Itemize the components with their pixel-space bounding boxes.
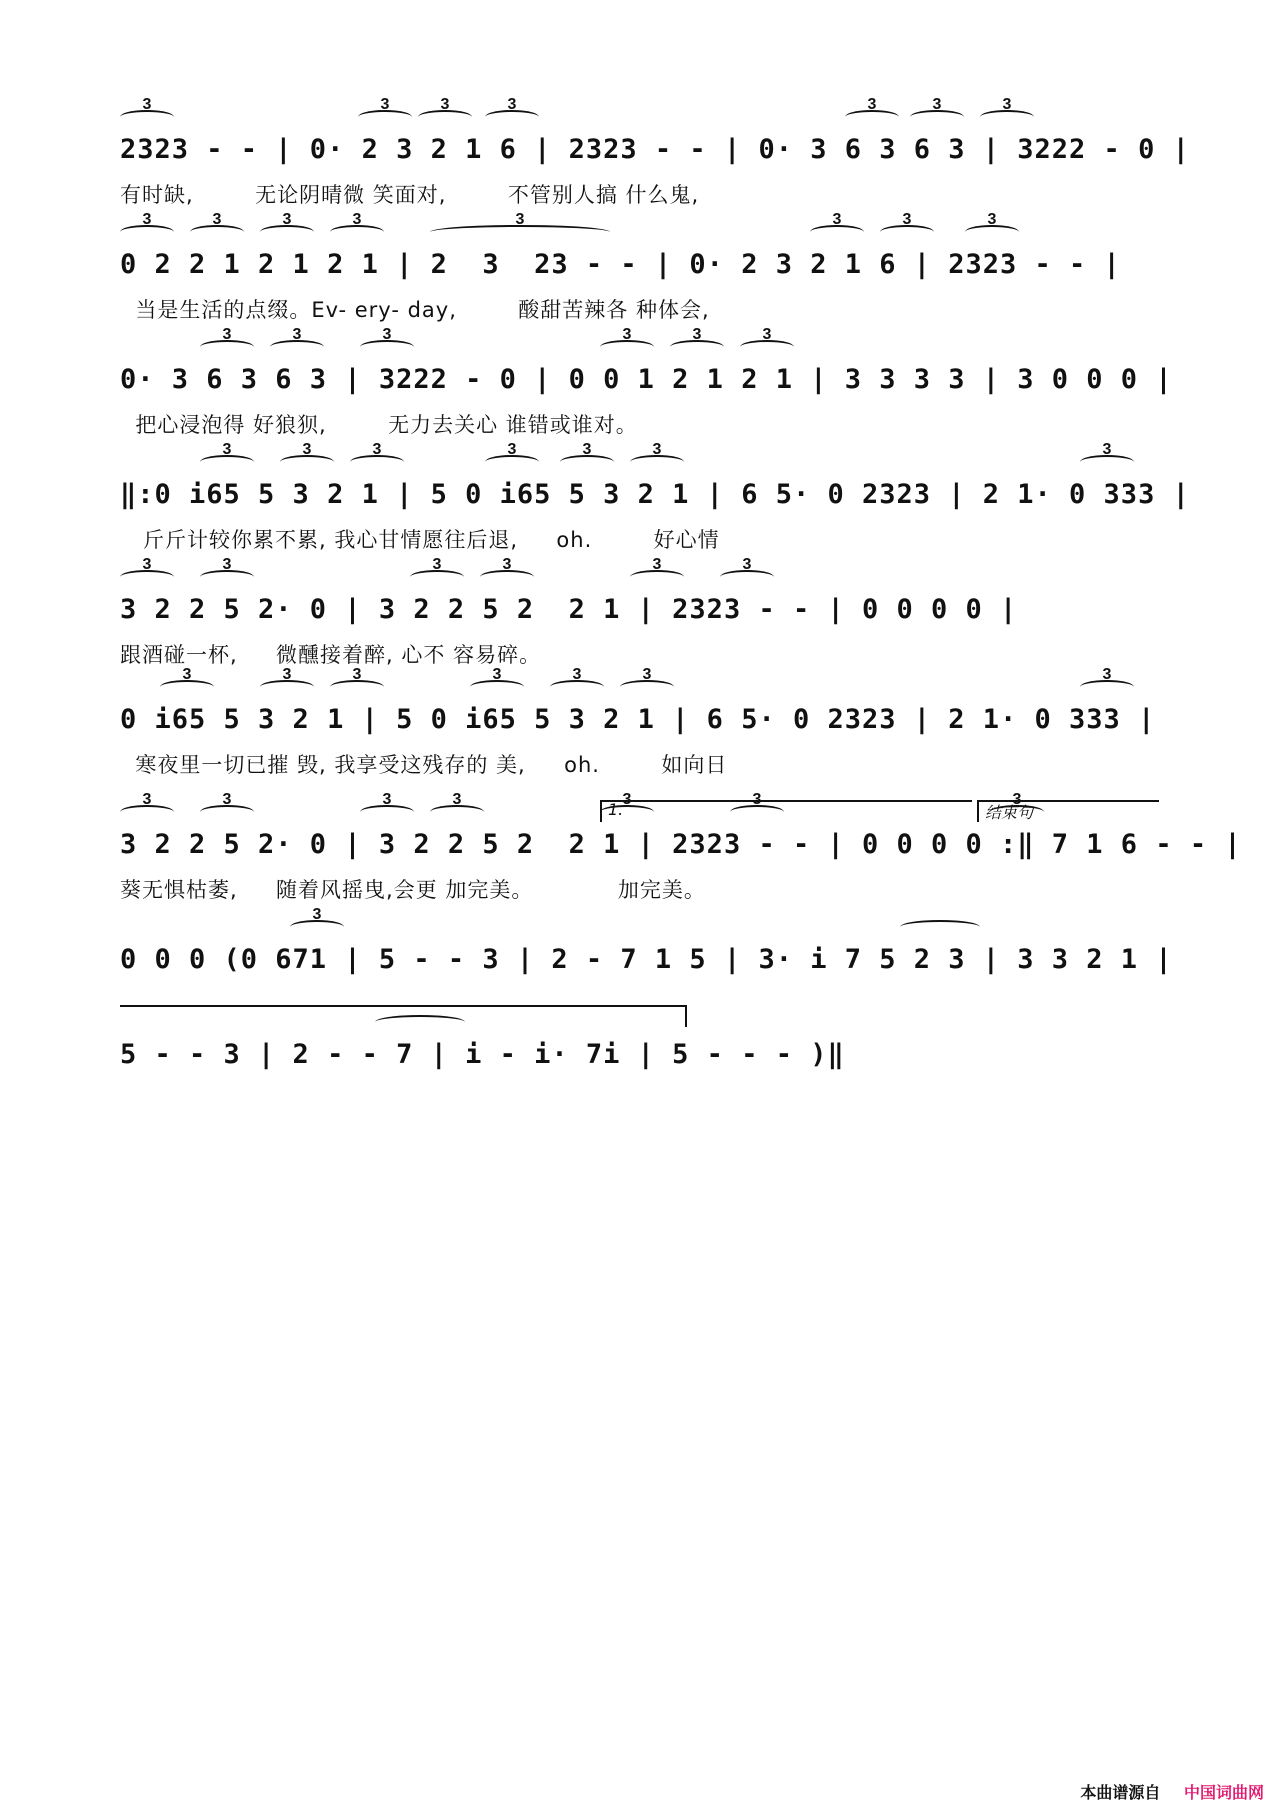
notation: 3 2 2 5 2· 0 | 3 2 2 5 2 2 1 | 2323 - - | 0 0 0 0 :‖ 7 1 6 - - | xyxy=(120,829,1242,860)
triplet-marks: 3 3 3 3 3 3 xyxy=(120,330,1160,360)
notation: 0 0 0 (0 671 | 5 - - 3 | 2 - 7 1 5 | 3· i 7 5 2 3 | 3 3 2 1 | xyxy=(120,944,1173,975)
notation: 0 i65 5 3 2 1 | 5 0 i65 5 3 2 1 | 6 5· 0 2323 | 2 1· 0 333 | xyxy=(120,704,1156,735)
triplet-marks: 3 xyxy=(120,910,1160,940)
notation: 3 2 2 5 2· 0 | 3 2 2 5 2 2 1 | 2323 - - | 0 0 0 0 | xyxy=(120,594,1018,625)
volta-label: 1. xyxy=(608,800,624,819)
notation: ‖:0 i65 5 3 2 1 | 5 0 i65 5 3 2 1 | 6 5· 0 2323 | 2 1· 0 333 | xyxy=(120,479,1190,510)
triplet-marks: 3 3 3 3 3 3 xyxy=(120,560,1160,590)
triplet-marks: 3 3 3 3 3 3 3 xyxy=(120,100,1160,130)
notation: 0 2 2 1 2 1 2 1 | 2 3 23 - - | 0· 2 3 2 1 6 | 2323 - - | xyxy=(120,249,1121,280)
coda-label: 结束句 xyxy=(985,803,1034,822)
lyrics: 把心浸泡得 好狼狈, 无力去关心 谁错或谁对。 xyxy=(120,413,638,437)
notation: 0· 3 6 3 6 3 | 3222 - 0 | 0 0 1 2 1 2 1 | 3 3 3 3 | 3 0 0 0 | xyxy=(120,364,1173,395)
site-name[interactable]: 中国词曲网 xyxy=(1183,1783,1264,1802)
triplet-marks: 3 3 3 3 3 3 3 xyxy=(120,795,1160,825)
source-text: 本曲谱源自 xyxy=(1080,1783,1161,1802)
triplet-marks: 3 3 3 3 3 3 3 xyxy=(120,670,1160,700)
lyrics: 有时缺, 无论阴晴微 笑面对, 不管别人搞 什么鬼, xyxy=(120,183,700,207)
triplet-marks xyxy=(120,1005,1160,1035)
page-footer xyxy=(1080,1780,1264,1803)
lyrics: 斤斤计较你累不累, 我心甘情愿往后退, oh. 好心情 xyxy=(120,528,720,552)
lyrics: 当是生活的点缀。Ev- ery- day, 酸甜苦辣各 种体会, xyxy=(120,298,710,322)
triplet-marks: 3 3 3 3 3 3 3 3 xyxy=(120,215,1160,245)
lyrics: 寒夜里一切已摧 毁, 我享受这残存的 美, oh. 如向日 xyxy=(120,753,728,777)
notation: 2323 - - | 0· 2 3 2 1 6 | 2323 - - | 0· 3 6 3 6 3 | 3222 - 0 | xyxy=(120,134,1190,165)
notation: 5 - - 3 | 2 - - 7 | i - i· 7i | 5 - - - )‖ xyxy=(120,1039,845,1070)
lyrics: 跟酒碰一杯, 微醺接着醉, 心不 容易碎。 xyxy=(120,643,542,667)
lyrics: 葵无惧枯萎, 随着风摇曳,会更 加完美。 加完美。 xyxy=(120,878,706,902)
triplet-marks: 3 3 3 3 3 3 3 xyxy=(120,445,1160,475)
